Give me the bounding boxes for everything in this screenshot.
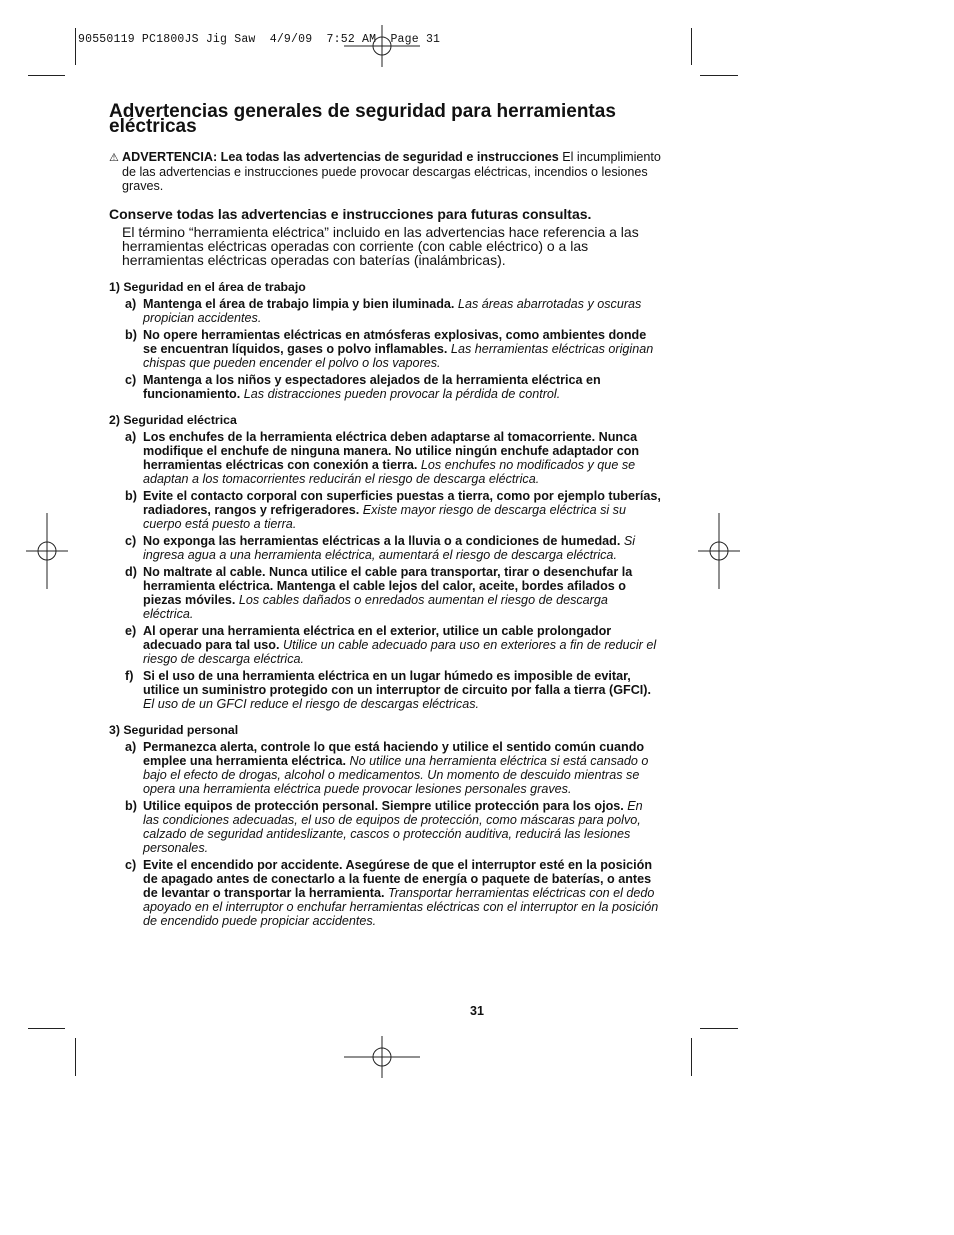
conserve-heading: Conserve todas las advertencias e instrucciones para futuras consultas. [109, 205, 592, 222]
section [109, 413, 661, 711]
print-slug: 90550119 PC1800JS Jig Saw 4/9/09 7:52 AM Page 31 [78, 33, 441, 46]
item-italic: No utilice una herramienta eléctrica si está cansado o bajo el efecto de drogas, alcohol o medicamentos. Un momento de descuido mientras se opera una herramienta eléctrica puede provocar lesiones personales graves. [143, 753, 649, 796]
item-italic: Las distracciones pueden provocar la pérdida de control. [240, 386, 561, 401]
item-bold: No opere herramientas eléctricas en atmósferas explosivas, como ambientes donde se encuentran líquidos, gases o polvo inflamables. [143, 327, 647, 356]
item-bold: Permanezca alerta, controle lo que está haciendo y utilice el sentido común cuando emplee una herramienta eléctrica. [143, 739, 645, 768]
list-item [109, 534, 661, 562]
item-bold: Evite el contacto corporal con superficies puestas a tierra, como por ejemplo tuberías, radiadores, rangos y refrigeradores. [143, 488, 661, 517]
crop-mark [28, 1028, 65, 1029]
crop-mark [691, 28, 692, 65]
warning-bold: ADVERTENCIA: Lea todas las advertencias de seguridad e instrucciones [122, 150, 559, 164]
warning-text: El incumplimiento de las advertencias e instrucciones puede provocar descargas eléctricas, incendios o lesiones graves. [122, 150, 661, 194]
item-italic: Utilice un cable adecuado para uso en exteriores a fin de reducir el riesgo de descarga eléctrica. [143, 637, 657, 666]
registration-mark-icon [344, 1036, 420, 1078]
item-italic: Si ingresa agua a una herramienta eléctrica, aumentará el riesgo de descarga eléctrica. [143, 533, 636, 562]
crop-mark [75, 1038, 76, 1076]
warning-paragraph [109, 150, 661, 194]
list-item [109, 373, 661, 401]
item-label: a) [125, 739, 137, 754]
item-label: c) [125, 857, 137, 872]
registration-mark-icon [26, 513, 68, 589]
item-label: a) [125, 429, 137, 444]
item-italic: Transportar herramientas eléctricas con el dedo apoyado en el interruptor o enchufar herramientas eléctricas con el interruptor en la posición de encendido puede propiciar accidentes. [143, 885, 659, 928]
item-bold: Evite el encendido por accidente. Asegúrese de que el interruptor esté en la posición de apagado antes de conectarlo a la fuente de energía o paquete de baterías, o antes de levantar o transportar la herramienta. [143, 857, 653, 900]
item-bold: Los enchufes de la herramienta eléctrica deben adaptarse al tomacorriente. Nunca modifique el enchufe de ninguna manera. No utilice ningún enchufe adaptador con herramientas eléctricas con conexión a tierra. [143, 429, 640, 472]
item-label: d) [125, 564, 137, 579]
list-item [109, 799, 661, 855]
item-bold: Al operar una herramienta eléctrica en el exterior, utilice un cable prolongador adecuado para tal uso. [143, 623, 612, 652]
list-item [109, 328, 661, 370]
item-label: f) [125, 668, 134, 683]
item-bold: Mantenga a los niños y espectadores alejados de la herramienta eléctrica en funcionamiento. [143, 372, 601, 401]
section [109, 280, 661, 401]
section-heading: 2) Seguridad eléctrica [109, 412, 237, 427]
section-heading: 3) Seguridad personal [109, 722, 239, 737]
list-item [109, 858, 661, 928]
item-italic: Los cables dañados o enredados aumentan el riesgo de descarga eléctrica. [143, 592, 608, 621]
list-item [109, 624, 661, 666]
page-content [109, 101, 661, 928]
section-heading: 1) Seguridad en el área de trabajo [109, 279, 306, 294]
list-item [109, 489, 661, 531]
item-bold: No maltrate al cable. Nunca utilice el cable para transportar, tirar o desenchufar la herramienta eléctrica. Mantenga el cable lejos del calor, aceite, bordes afilados o piezas móviles. [143, 564, 633, 607]
list-item [109, 297, 661, 325]
crop-mark [691, 1038, 692, 1076]
list-item [109, 740, 661, 796]
registration-mark-icon [698, 513, 740, 589]
intro-paragraph: El término “herramienta eléctrica” incluido en las advertencias hace referencia a las herramientas eléctricas operadas con corriente (con cable eléctrico) o a las herramientas eléctricas operadas con baterías (inalámbricas). [122, 223, 639, 269]
item-label: b) [125, 488, 137, 503]
item-italic: Las áreas abarrotadas y oscuras propician accidentes. [143, 296, 642, 325]
item-bold: Si el uso de una herramienta eléctrica en un lugar húmedo es imposible de evitar, utilice un suministro protegido con un interruptor de circuito por falla a tierra (GFCI). [143, 668, 651, 697]
item-label: c) [125, 372, 137, 387]
section [109, 723, 661, 928]
item-bold: Utilice equipos de protección personal. Siempre utilice protección para los ojos. [143, 798, 624, 813]
list-item [109, 669, 661, 711]
item-bold: No exponga las herramientas eléctricas a la lluvia o a condiciones de humedad. [143, 533, 621, 548]
item-italic: Existe mayor riesgo de descarga eléctrica si su cuerpo está puesto a tierra. [143, 502, 626, 531]
crop-mark [28, 75, 65, 76]
list-item [109, 565, 661, 621]
warning-icon: ⚠ [109, 152, 119, 164]
crop-mark [700, 75, 738, 76]
crop-mark [700, 1028, 738, 1029]
crop-mark [75, 28, 76, 65]
list-item [109, 430, 661, 486]
item-label: c) [125, 533, 137, 548]
item-label: b) [125, 327, 137, 342]
item-label: a) [125, 296, 137, 311]
item-italic: En las condiciones adecuadas, el uso de equipos de protección, como máscaras para polvo, calzado de seguridad antideslizante, cascos o protección auditiva, reducirá las lesiones personales. [143, 798, 643, 855]
page-number: 31 [470, 1004, 484, 1018]
item-italic: Los enchufes no modificados y que se adaptan a los tomacorrientes reducirán el riesgo de descarga eléctrica. [143, 457, 636, 486]
item-italic: El uso de un GFCI reduce el riesgo de descargas eléctricas. [143, 696, 480, 711]
item-label: e) [125, 623, 137, 638]
item-italic: Las herramientas eléctricas originan chispas que pueden encender el polvo o los vapores. [143, 341, 654, 370]
item-label: b) [125, 798, 137, 813]
registration-mark-icon [344, 25, 420, 67]
page-title: Advertencias generales de seguridad para herramientas eléctricas [109, 101, 616, 137]
item-bold: Mantenga el área de trabajo limpia y bien iluminada. [143, 296, 455, 311]
